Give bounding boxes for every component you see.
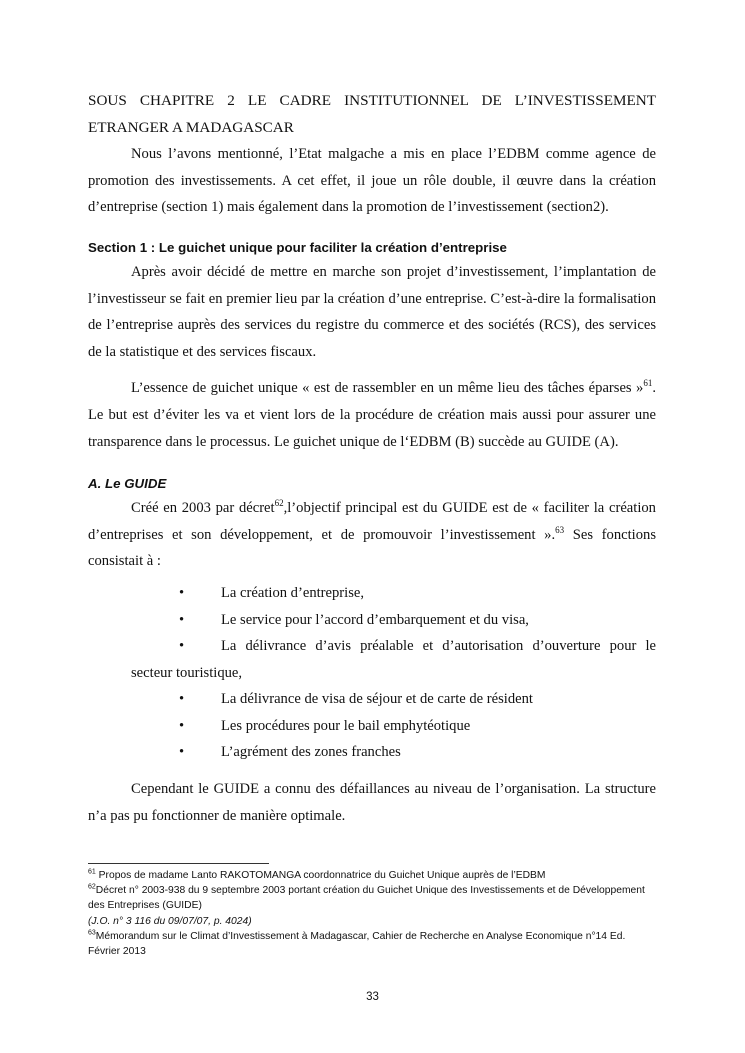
paragraph-text: Créé en 2003 par décret <box>131 500 275 517</box>
footnote-62-reference: (J.O. n° 3 116 du 09/07/07, p. 4024) <box>88 915 252 927</box>
paragraph-text: L’essence de guichet unique « est de rassembler en un même lieu des tâches éparses » <box>131 380 644 397</box>
footnote-ref-61: 61 <box>643 378 653 389</box>
list-item: • Les procédures pour le bail emphytéotique <box>88 713 656 740</box>
bullet-icon: • <box>179 584 185 601</box>
paragraph-text: . Le but est d’éviter les va et vient lors de la procédure de création mais aussi pour assurer une transparence dans le processus. Le guichet unique de l‘EDBM (B) succède au GUIDE (A). <box>88 380 656 450</box>
list-item: • Le service pour l’accord d’embarquement et du visa, <box>88 607 656 634</box>
chapter-title-line-2: ETRANGER A MADAGASCAR <box>88 118 294 136</box>
section-1-paragraph-2 <box>88 375 656 455</box>
chapter-title <box>88 88 656 141</box>
list-item: • La délivrance d’avis préalable et d’autorisation d’ouverture pour le <box>88 633 656 660</box>
footnote-61 <box>88 868 656 883</box>
footnote-63 <box>88 929 656 959</box>
bullet-icon: • <box>179 638 185 655</box>
subsection-a-paragraph-1 <box>88 495 656 575</box>
footnote-number: 63 <box>88 929 96 937</box>
footnote-number: 61 <box>88 868 96 876</box>
footnote-number: 62 <box>88 883 96 891</box>
section-1-heading: Section 1 : Le guichet unique pour faciliter la création d’entreprise <box>88 239 507 255</box>
subsection-a-heading: A. Le GUIDE <box>88 476 167 492</box>
footnote-ref-62: 62 <box>274 498 284 509</box>
footnote-62 <box>88 883 656 913</box>
list-item: • La délivrance de visa de séjour et de carte de résident <box>88 686 656 713</box>
functions-list <box>88 580 656 660</box>
functions-list-continued <box>88 686 656 766</box>
footnote-ref-63: 63 <box>555 524 565 535</box>
bullet-icon: • <box>179 611 185 628</box>
list-item: • L’agrément des zones franches <box>88 739 656 766</box>
section-1-paragraph-1: Après avoir décidé de mettre en marche son projet d’investissement, l’implantation de l’investisseur se fait en premier lieu par la création d’une entreprise. C’est-à-dire la formalisation de l’entreprise auprès des services du registre du commerce et des sociétés (RCS), des services de la statistique et des services fiscaux. <box>88 263 656 360</box>
subsection-a-paragraph-2: Cependant le GUIDE a connu des défaillances au niveau de l’organisation. La structure n’a pas pu fonctionner de manière optimale. <box>88 781 656 824</box>
list-item-continuation: secteur touristique, <box>131 664 243 681</box>
footnote-text: Propos de madame Lanto RAKOTOMANGA coordonnatrice du Guichet Unique auprès de l’EDBM <box>98 870 546 881</box>
intro-paragraph: Nous l’avons mentionné, l’Etat malgache a mis en place l’EDBM comme agence de promotion des investissements. A cet effet, il joue un rôle double, il œuvre dans la création d’entreprise (section 1) mais également dans la promotion de l’investissement (section2). <box>88 146 656 216</box>
page-number: 33 <box>366 991 379 1003</box>
footnote-separator <box>88 863 269 864</box>
footnotes <box>88 868 656 959</box>
paragraph-text: Ses fonctions consistait à : <box>88 526 656 570</box>
bullet-icon: • <box>179 717 185 734</box>
list-item: • La création d’entreprise, <box>88 580 656 607</box>
footnote-text: Décret n° 2003-938 du 9 septembre 2003 portant création du Guichet Unique des Investissements et de Développement des Entreprises (GUIDE) <box>88 885 645 912</box>
bullet-icon: • <box>179 744 185 761</box>
footnote-text: Mémorandum sur le Climat d’Investissement à Madagascar, Cahier de Recherche en Analyse Economique n°14 Ed. Février 2013 <box>88 930 626 958</box>
page-body <box>88 88 656 829</box>
chapter-title-line-1: SOUS CHAPITRE 2 LE CADRE INSTITUTIONNEL DE L’INVESTISSEMENT <box>88 92 656 109</box>
bullet-icon: • <box>179 691 185 708</box>
paragraph-text: ,l’objectif principal est du GUIDE est de « faciliter la création d’entreprises et son développement, et de promouvoir l’investissement ». <box>88 500 656 543</box>
